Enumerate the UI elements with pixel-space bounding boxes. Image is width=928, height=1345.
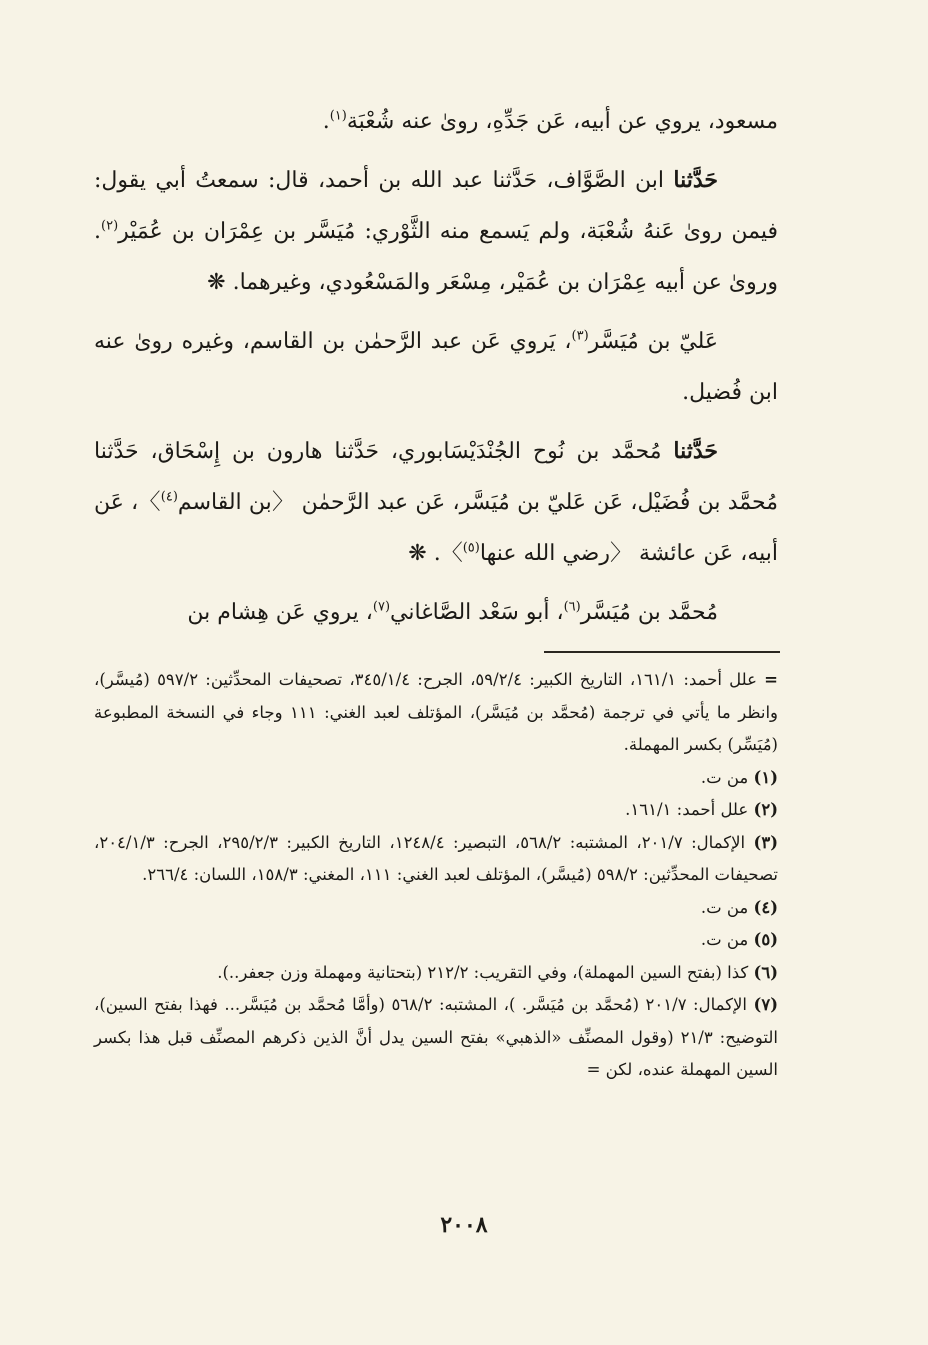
paragraph-text: ، يَروي عَن عبد الرَّحمٰن بن القاسم، وغيره روىٰ عنه ابن فُضيل. bbox=[94, 329, 778, 405]
paragraph-text: مسعود، يروي عن أبيه، عَن جَدِّهِ، روىٰ عنه شُعْبَة bbox=[346, 109, 778, 134]
paragraph-text: 〉، عَن أبيه، عَن عائشة 〈رضي الله عنها bbox=[94, 490, 778, 566]
footnote-ref: (٦) bbox=[563, 599, 581, 615]
footnote-ref: (٢) bbox=[101, 218, 119, 234]
footnote-ref: (٣) bbox=[571, 328, 589, 344]
footnote-separator bbox=[544, 651, 780, 653]
footnote-5: (٥) من ت. bbox=[700, 930, 778, 949]
main-text bbox=[94, 96, 778, 646]
footnote-ref: (٥) bbox=[462, 540, 480, 556]
footnote-3: (٣) الإكمال: ٢٠١/٧، المشتبه: ٥٦٨/٢، التبصير: ١٢٤٨/٤، التاريخ الكبير: ٢٩٥/٢/٣، الجرح: ٢٠٤/١/٣، تصحيفات المحدِّثين: ٥٩٨/٢ (مُيسَّر)، المؤتلف لعبد الغني: ١١١، المغني: ١٥٨/٣، اللسان: ٢٦٦/٤. bbox=[94, 832, 778, 884]
paragraph-3 bbox=[94, 316, 778, 418]
footnote-1: (١) من ت. bbox=[700, 767, 778, 787]
paragraph-text: . وروىٰ عن أبيه عِمْرَان بن عُمَيْر، مِسْعَر والمَسْعُودي، وغيرهما. ❋ bbox=[94, 219, 778, 295]
footnote-2: (٢) علل أحمد: ١٦١/١. bbox=[625, 800, 778, 819]
paragraph-text: 〉. ❋ bbox=[408, 541, 463, 566]
page-number: ٢٠٠٨ bbox=[440, 1212, 488, 1238]
footnotes bbox=[94, 664, 778, 1087]
footnote-ref: (١) bbox=[329, 108, 347, 124]
footnote-7: (٧) الإكمال: ٢٠١/٧ (مُحمَّد بن مُيَسَّر. )، المشتبه: ٥٦٨/٢ (وأمَّا مُحمَّد بن مُيَسَّر... فهذا بفتح السين)، التوضيح: ٢١/٣ (وقول المصنِّف «الذهبي» بفتح السين يدل أنَّ الذين ذكرهم المصنِّف قبل هذا بكسر السين المهملة عنده، لكن = bbox=[94, 995, 779, 1079]
footnote-continued: = علل أحمد: ١٦١/١، التاريخ الكبير: ٥٩/٢/٤، الجرح: ٣٤٥/١/٤، تصحيفات المحدِّثين: ٥٩٧/٢ (مُيسَّر)، وانظر ما يأتي في ترجمة (مُحمَّد بن مُيَسَّر)، المؤتلف لعبد الغني: ١١١ وجاء في النسخة المطبوعة (مُيَسِّر) بكسر المهملة. bbox=[94, 670, 778, 754]
paragraph-5 bbox=[94, 587, 778, 638]
paragraph-1 bbox=[94, 96, 778, 147]
paragraph-2 bbox=[94, 155, 778, 308]
footnote-4: (٤) من ت. bbox=[700, 897, 778, 917]
entry-name: مُحمَّد بن مُيَسَّر bbox=[580, 600, 718, 625]
footnote-6: (٦) كذا (بفتح السين المهملة)، وفي التقريب: ٢١٢/٢ (بتحتانية ومهملة وزن جعفر..). bbox=[217, 962, 778, 982]
paragraph-text: ، يروي عَن هِشام بن bbox=[187, 600, 373, 625]
paragraph-text: ابن الصَّوَّاف، حَدَّثنا عبد الله بن أحمد، قال: سمعتُ أبي يقول: فيمن روىٰ عَنهُ شُعْبَة، ولم يَسمع منه الثَّوْري: مُيَسَّر بن عِمْرَان بن عُمَيْر bbox=[94, 168, 778, 244]
isnad-lead: حَدَّثنا bbox=[673, 167, 718, 193]
footnote-ref: (٤) bbox=[160, 489, 178, 505]
paragraph-text: مُحمَّد بن نُوح الجُنْدَيْسَابوري، حَدَّثنا هارون بن إِسْحَاق، حَدَّثنا مُحمَّد بن فُضَيْل، عَن عَليّ بن مُيَسَّر، عَن عبد الرَّحمٰن 〈بن القاسم bbox=[94, 439, 779, 515]
entry-name: عَليّ بن مُيَسَّر bbox=[588, 329, 718, 354]
paragraph-text: ، أبو سَعْد الصَّاغاني bbox=[390, 600, 564, 625]
paragraph-text: . bbox=[322, 109, 330, 134]
paragraph-4 bbox=[94, 426, 778, 579]
footnote-ref: (٧) bbox=[372, 599, 391, 615]
isnad-lead: حَدَّثنا bbox=[673, 438, 718, 464]
